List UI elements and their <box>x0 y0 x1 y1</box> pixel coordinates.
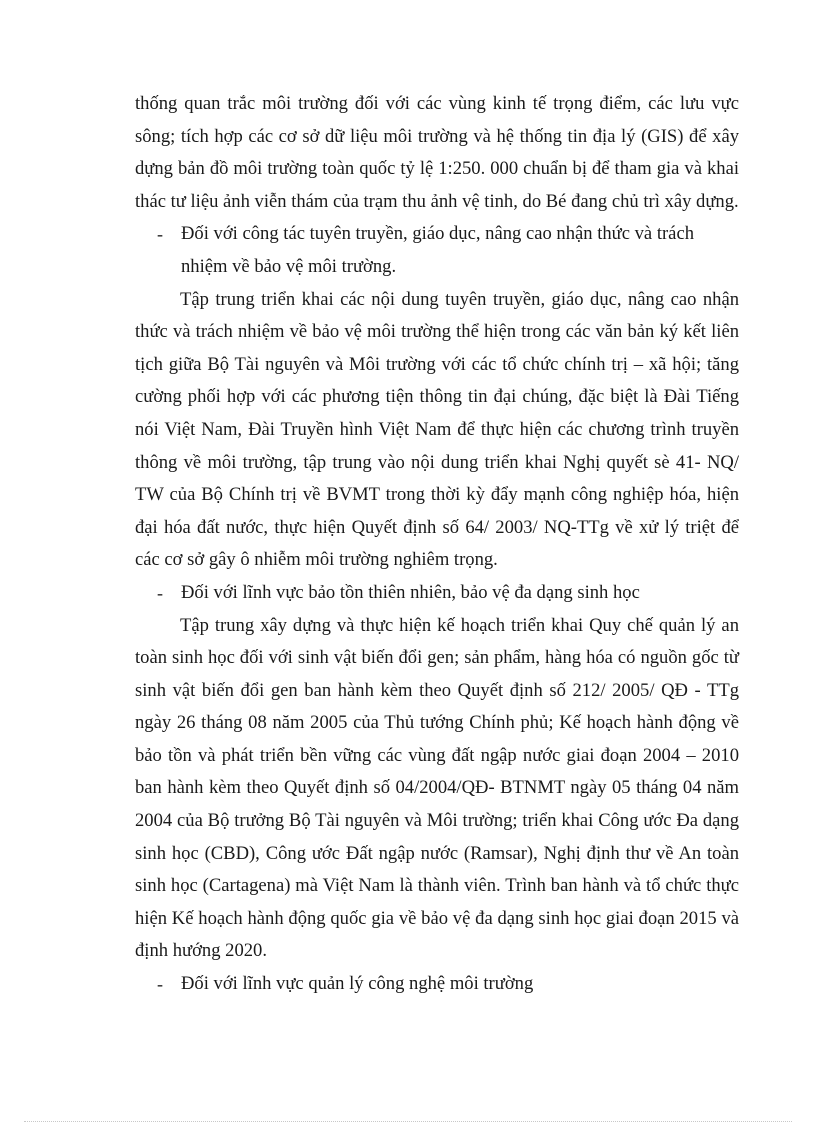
bullet-dash-icon: - <box>157 974 163 995</box>
bullet-environmental-technology-text: Đối với lĩnh vực quản lý công nghệ môi trường <box>181 973 534 995</box>
paragraph-biosafety-details: Tập trung xây dựng và thực hiện kế hoạch triển khai Quy chế quản lý an toàn sinh học đối với sinh vật biến đổi gen; sản phẩm, hàng hóa có nguồn gốc từ sinh vật biến đổi gen ban hành kèm theo Quyết định số 212/ 2005/ QĐ - TTg ngày 26 tháng 08 năm 2005 của Thủ tướng Chính phủ; Kế hoạch hành động về bảo tồn và phát triển bền vững các vùng đất ngập nước giai đoạn 2004 – 2010 ban hành kèm theo Quyết định số 04/2004/QĐ- BTNMT ngày 05 tháng 04 năm 2004 của Bộ trưởng Bộ Tài nguyên và Môi trường; triển khai Công ước Đa dạng sinh học (CBD), Công ước Đất ngập nước (Ramsar), Nghị định thư về An toàn sinh học (Cartagena) mà Việt Nam là thành viên. Trình ban hành và tổ chức thực hiện Kế hoạch hành động quốc gia về bảo vệ đa dạng sinh học giai đoạn 2015 và định hướng 2020. <box>135 614 739 962</box>
bullet-propaganda-education-text: Đối với công tác tuyên truyền, giáo dục, nâng cao nhận thức và trách nhiệm về bảo vệ môi trường. <box>181 223 694 277</box>
paragraph-monitoring-system: thống quan trắc môi trường đối với các vùng kinh tế trọng điểm, các lưu vực sông; tích hợp các cơ sở dữ liệu môi trường và hệ thống tin địa lý (GIS) để xây dựng bản đồ môi trường toàn quốc tỷ lệ 1:250. 000 chuẩn bị để tham gia và khai thác tư liệu ảnh viễn thám của trạm thu ảnh vệ tinh, do Bé đang chủ trì xây dựng. <box>135 93 739 212</box>
bullet-nature-conservation-text: Đối với lĩnh vực bảo tồn thiên nhiên, bảo vệ đa dạng sinh học <box>181 581 640 603</box>
page-bottom-divider <box>24 1121 792 1122</box>
bullet-dash-icon: - <box>157 224 163 245</box>
bullet-propaganda-education <box>135 218 739 283</box>
document-body <box>135 88 739 1001</box>
bullet-environmental-technology <box>135 968 739 1001</box>
bullet-nature-conservation <box>135 577 739 610</box>
bullet-dash-icon: - <box>157 582 163 603</box>
paragraph-propaganda-details: Tập trung triển khai các nội dung tuyên truyền, giáo dục, nâng cao nhận thức và trách nhiệm về bảo vệ môi trường thể hiện trong các văn bản ký kết liên tịch giữa Bộ Tài nguyên và Môi trường với các tổ chức chính trị – xã hội; tăng cường phối hợp với các phương tiện thông tin đại chúng, đặc biệt là Đài Tiếng nói Việt Nam, Đài Truyền hình Việt Nam để thực hiện các chương trình truyền thông về môi trường, tập trung vào nội dung triển khai Nghị quyết sè 41- NQ/ TW của Bộ Chính trị về BVMT trong thời kỳ đẩy mạnh công nghiệp hóa, hiện đại hóa đất nước, thực hiện Quyết định số 64/ 2003/ NQ-TTg về xử lý triệt để các cơ sở gây ô nhiễm môi trường nghiêm trọng. <box>135 288 739 571</box>
